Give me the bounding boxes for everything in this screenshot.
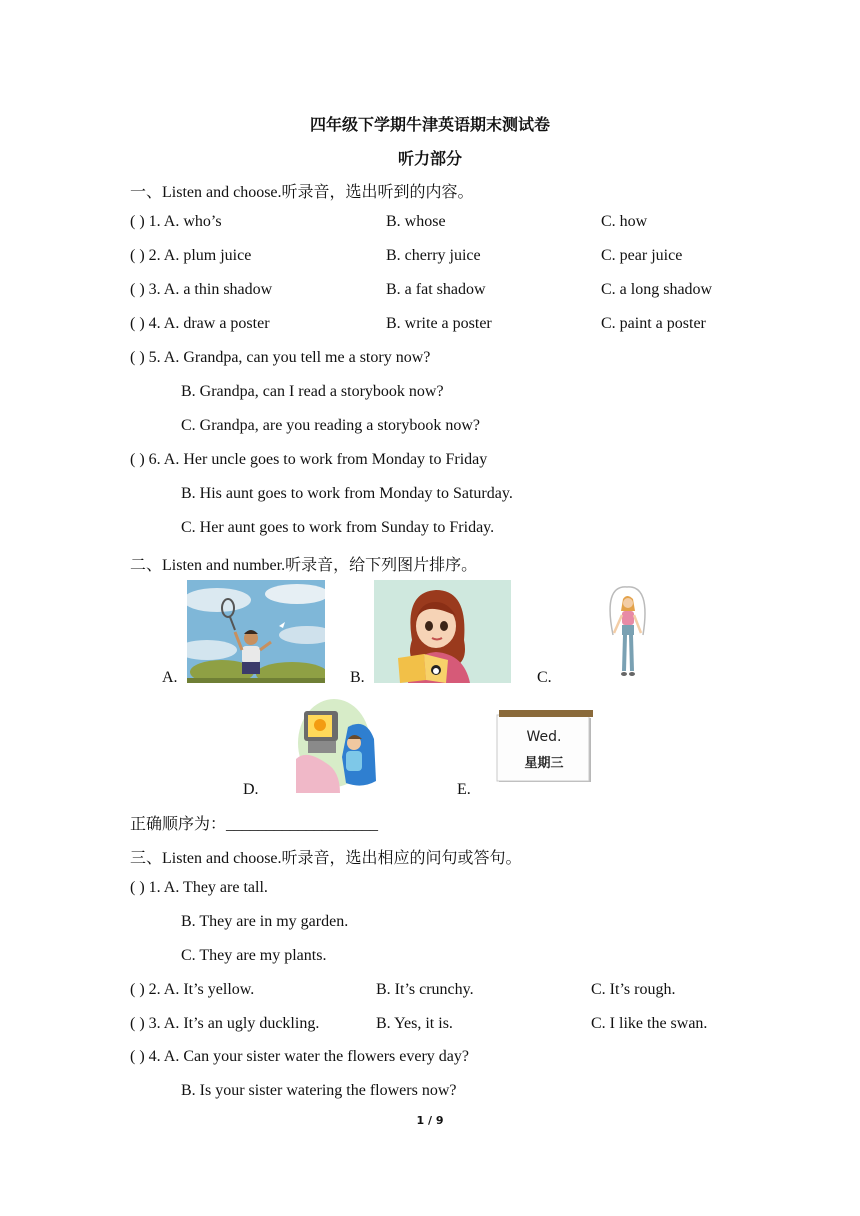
page-number: 1 / 9 [416, 1114, 444, 1127]
watching-tv-image [296, 695, 378, 793]
s3-q4-b: B. Is your sister watering the flowers now? [181, 1082, 457, 1099]
s3-q1-c: C. They are my plants. [181, 947, 327, 964]
s3-q2-b: B. It’s crunchy. [376, 981, 474, 998]
s1-q1-c: C. how [601, 213, 648, 230]
s3-q3-b: B. Yes, it is. [376, 1015, 453, 1032]
girl-reading-image [374, 580, 511, 683]
jump-rope-girl-image [605, 585, 650, 680]
s3-q2-c: C. It’s rough. [591, 981, 676, 998]
s1-q3-c: C. a long shadow [601, 281, 713, 298]
s1-q6-c: C. Her aunt goes to work from Sunday to Friday. [181, 519, 495, 536]
page-subtitle: 听力部分 [397, 149, 462, 168]
s1-q1-b: B. whose [386, 213, 446, 230]
s1-q2-b: B. cherry juice [386, 247, 481, 264]
s3-q3-c: C. I like the swan. [591, 1015, 708, 1032]
s1-q6-b: B. His aunt goes to work from Monday to Saturday. [181, 485, 513, 502]
s1-q3-a: ( ) 3. A. a thin shadow [130, 281, 273, 298]
section-1-heading: 一、Listen and choose.听录音，选出听到的内容。 [130, 184, 474, 201]
section-2-heading: 二、Listen and number.听录音，给下列图片排序。 [130, 557, 478, 574]
s3-q3-a: ( ) 3. A. It’s an ugly duckling. [130, 1015, 320, 1032]
s3-q1-b: B. They are in my garden. [181, 913, 349, 930]
s1-q2-c: C. pear juice [601, 247, 683, 264]
s1-q6-a: ( ) 6. A. Her uncle goes to work from Monday to Friday [130, 451, 488, 468]
calendar-day-en: Wed. [526, 729, 562, 745]
s1-q5-c: C. Grandpa, are you reading a storybook now? [181, 417, 481, 434]
s1-q4-c: C. paint a poster [601, 315, 706, 332]
label-d: D. [243, 781, 259, 798]
s1-q2-a: ( ) 2. A. plum juice [130, 247, 252, 264]
calendar-day-cn: 星期三 [524, 756, 564, 771]
label-c: C. [537, 669, 552, 686]
s3-q1-a: ( ) 1. A. They are tall. [130, 879, 268, 896]
label-a: A. [162, 669, 178, 686]
answer-order-line: 正确顺序为：___________________ [130, 816, 379, 833]
label-b: B. [350, 669, 365, 686]
s3-q2-a: ( ) 2. A. It’s yellow. [130, 981, 255, 998]
s1-q5-a: ( ) 5. A. Grandpa, can you tell me a story now? [130, 349, 431, 366]
s1-q4-a: ( ) 4. A. draw a poster [130, 315, 270, 332]
s1-q1-a: ( ) 1. A. who’s [130, 213, 222, 230]
badminton-boy-image [187, 580, 325, 683]
s1-q3-b: B. a fat shadow [386, 281, 486, 298]
s1-q4-b: B. write a poster [386, 315, 492, 332]
label-e: E. [457, 781, 471, 798]
calendar-wednesday-image [496, 709, 595, 785]
page-title: 四年级下学期牛津英语期末测试卷 [309, 115, 550, 134]
s1-q5-b: B. Grandpa, can I read a storybook now? [181, 383, 444, 400]
s3-q4-a: ( ) 4. A. Can your sister water the flowers every day? [130, 1048, 469, 1065]
section-3-heading: 三、Listen and choose.听录音，选出相应的问句或答句。 [130, 850, 522, 867]
